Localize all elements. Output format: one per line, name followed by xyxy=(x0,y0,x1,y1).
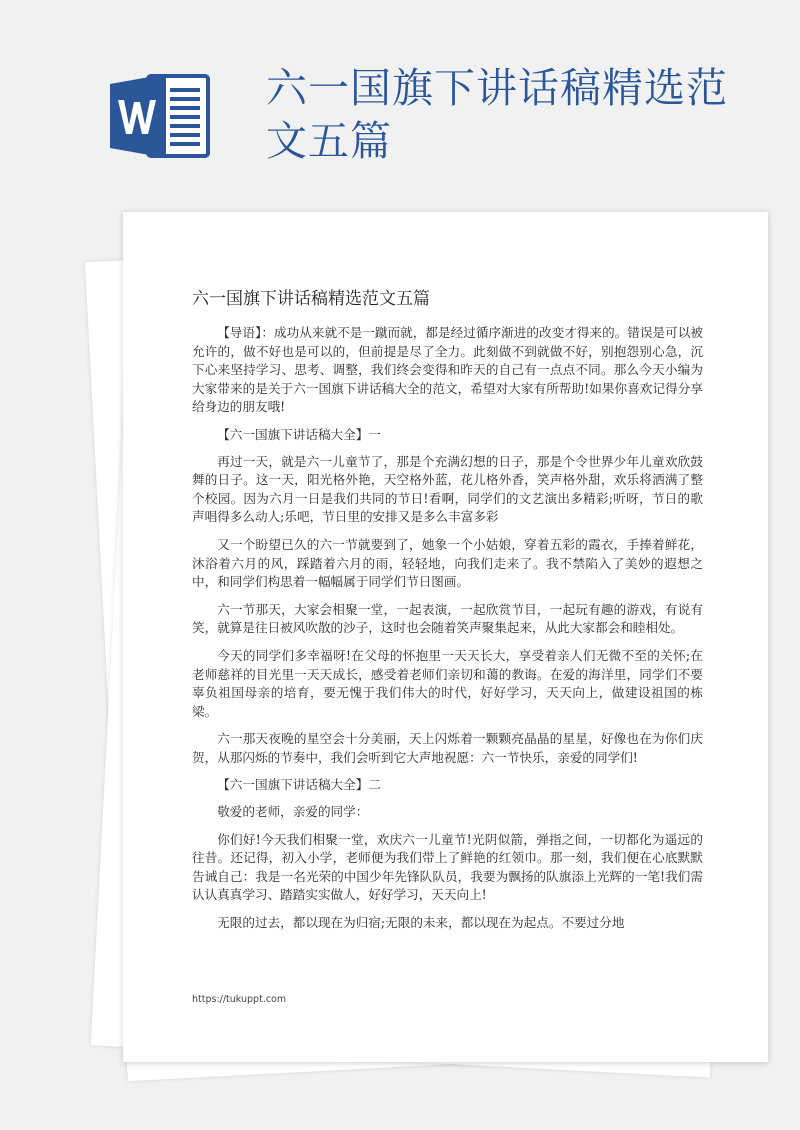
section-heading: 【六一国旗下讲话稿大全】一 xyxy=(217,426,381,442)
paragraph: 六一节那天，大家会相聚一堂，一起表演，一起欣赏节目，一起玩有趣的游戏，有说有笑，就算是往日被风吹散的沙子，这时也会随着笑声聚集起来，从此大家都会和睦相处。 xyxy=(192,601,703,636)
paragraph: 今天的同学们多幸福呀!在父母的怀抱里一天天长大，享受着亲人们无微不至的关怀;在老师慈祥的目光里一天天成长，感受着老师们亲切和蔼的教诲。在爱的海洋里，同学们不要辜负祖国母亲的培育，要无愧于我们伟大的时代，好好学习，天天向上，做建设祖国的栋梁。 xyxy=(192,647,703,719)
salutation: 敬爱的老师，亲爱的同学： xyxy=(217,804,369,820)
section-heading: 【六一国旗下讲话稿大全】二 xyxy=(217,777,381,793)
page-heading: 六一国旗下讲话稿精选范文五篇 xyxy=(266,64,728,165)
document-body xyxy=(192,324,703,942)
footer-url: https://tukuppt.com xyxy=(192,994,287,1005)
document-page xyxy=(123,212,768,1062)
paragraph: 你们好!今天我们相聚一堂，欢庆六一儿童节!光阴似箭，弹指之间，一切都化为遥远的往昔。还记得，初入小学，老师便为我们带上了鲜艳的红领巾。那一刻，我们便在心底默默告诫自己：我是一名光荣的中国少年先锋队队员，我要为飘扬的队旗添上光辉的一笔!我们需认认真真学习、踏踏实实做人，好好学习，天天向上! xyxy=(192,831,703,903)
paragraph: 六一那天夜晚的星空会十分美丽，天上闪烁着一颗颗亮晶晶的星星，好像也在为你们庆贺，从那闪烁的节奏中，我们会听到它大声地祝愿：六一节快乐，亲爱的同学们! xyxy=(192,731,703,765)
paragraph: 无限的过去，都以现在为归宿;无限的未来，都以现在为起点。不要过分地 xyxy=(217,915,625,931)
paragraph: 再过一天，就是六一儿童节了，那是个充满幻想的日子，那是个令世界少年儿童欢欣鼓舞的日子。这一天，阳光格外艳，天空格外蓝，花儿格外香，笑声格外甜，欢乐将洒满了整个校园。因为六月一日是我们共同的节日!看啊，同学们的文艺演出多精彩;听呀，节日的歌声唱得多么动人;乐吧，节日里的安排又是多么丰富多彩 xyxy=(192,453,703,525)
paragraph: 又一个盼望已久的六一节就要到了，她象一个小姑娘，穿着五彩的霞衣，手捧着鲜花，沐浴着六月的风，踩踏着六月的雨，轻轻地，向我们走来了。我不禁陷入了美妙的遐想之中，和同学们构思着一幅幅属于同学们节日图画。 xyxy=(192,536,703,590)
intro-paragraph: 【导语】：成功从来就不是一蹴而就，都是经过循序渐进的改变才得来的。错误是可以被允许的，做不好也是可以的，但前提是尽了全力。此刻做不到就做不好，别抱怨别心急，沉下心来坚持学习、思考、调整，我们终会变得和昨天的自己有一点点不同。那么今天小编为大家带来的是关于六一国旗下讲话稿大全的范文，希望对大家有所帮助!如果你喜欢记得分享给身边的朋友哦! xyxy=(192,325,703,415)
document-title: 六一国旗下讲话稿精选范文五篇 xyxy=(192,289,430,309)
word-logo-icon xyxy=(108,70,212,162)
